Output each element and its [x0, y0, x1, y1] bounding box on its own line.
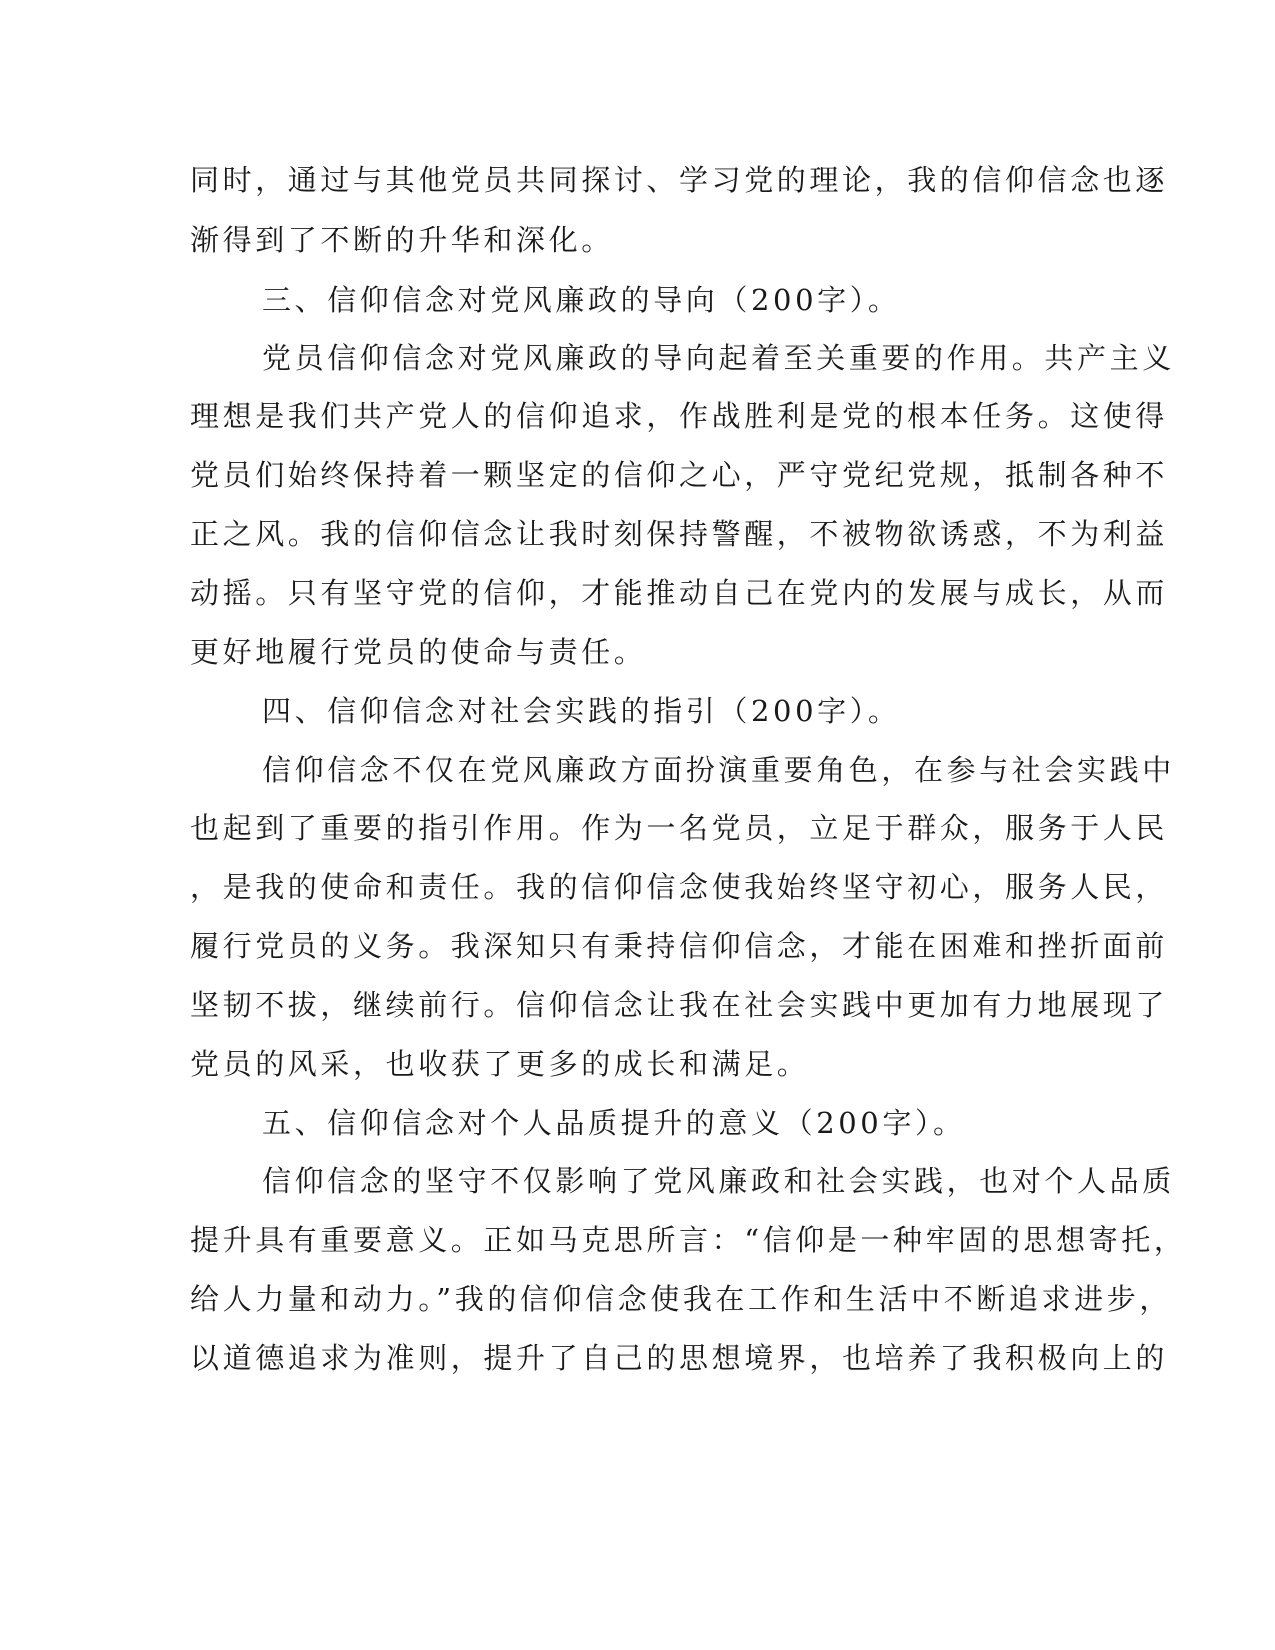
- text-line: 以道德追求为准则，提升了自己的思想境界，也培养了我积极向上的: [190, 1341, 1169, 1375]
- text-line: 履行党员的义务。我深知只有秉持信仰信念，才能在困难和挫折面前: [190, 929, 1169, 963]
- text-line: 理想是我们共产党人的信仰追求，作战胜利是党的根本任务。这使得: [190, 399, 1169, 433]
- text-line: 坚韧不拔，继续前行。信仰信念让我在社会实践中更加有力地展现了: [190, 988, 1169, 1022]
- text-line: 也起到了重要的指引作用。作为一名党员，立足于群众，服务于人民: [190, 811, 1169, 845]
- text-line: 动摇。只有坚守党的信仰，才能推动自己在党内的发展与成长，从而: [190, 576, 1169, 610]
- text-line: 党员信仰信念对党风廉政的导向起着至关重要的作用。共产主义: [262, 341, 1175, 375]
- text-line: 更好地履行党员的使命与责任。: [190, 635, 647, 669]
- text-line: 提升具有重要意义。正如马克思所言：“信仰是一种牢固的思想寄托，: [190, 1223, 1187, 1257]
- section-heading: 四、信仰信念对社会实践的指引（200字）。: [262, 694, 901, 728]
- section-heading: 五、信仰信念对个人品质提升的意义（200字）。: [262, 1106, 966, 1140]
- text-line: 同时，通过与其他党员共同探讨、学习党的理论，我的信仰信念也逐: [190, 163, 1169, 197]
- text-line: 正之风。我的信仰信念让我时刻保持警醒，不被物欲诱惑，不为利益: [190, 517, 1169, 551]
- section-heading: 三、信仰信念对党风廉政的导向（200字）。: [262, 283, 901, 317]
- text-line: 信仰信念的坚守不仅影响了党风廉政和社会实践，也对个人品质: [262, 1164, 1175, 1198]
- text-line: 党员的风采，也收获了更多的成长和满足。: [190, 1047, 810, 1081]
- text-line: 党员们始终保持着一颗坚定的信仰之心，严守党纪党规，抵制各种不: [190, 458, 1169, 492]
- text-line: ，是我的使命和责任。我的信仰信念使我始终坚守初心，服务人民，: [190, 870, 1169, 904]
- text-line: 渐得到了不断的升华和深化。: [190, 223, 614, 257]
- text-line: 信仰信念不仅在党风廉政方面扮演重要角色，在参与社会实践中: [262, 753, 1175, 787]
- text-line: 给人力量和动力。”我的信仰信念使我在工作和生活中不断追求进步，: [190, 1282, 1172, 1316]
